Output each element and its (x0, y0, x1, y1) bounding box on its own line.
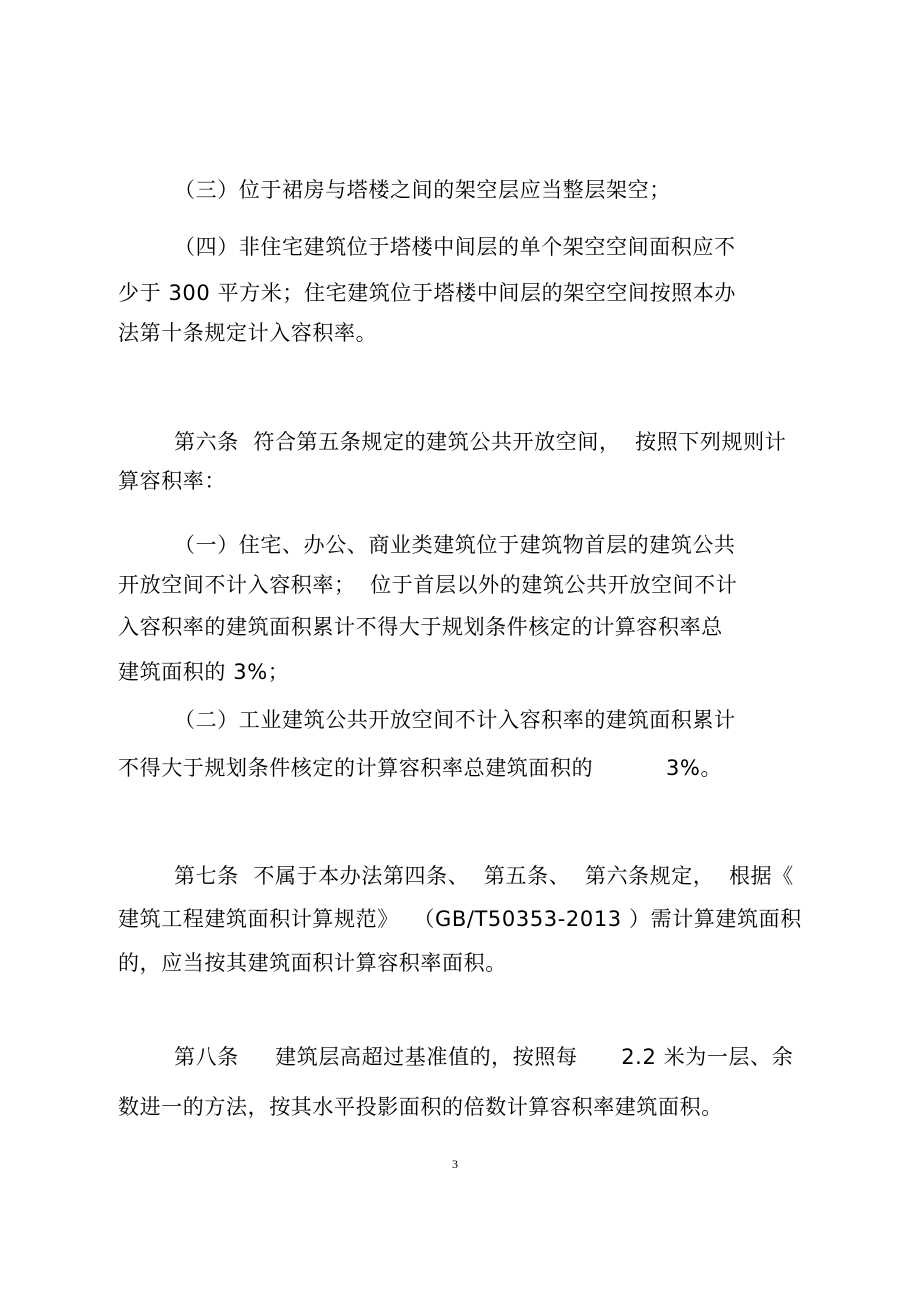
paragraph-line: （三）位于裙房与塔楼之间的架空层应当整层架空； (174, 178, 671, 202)
article-line: 数进一的方法，按其水平投影面积的倍数计算容积率建筑面积。 (118, 1095, 723, 1119)
page-number: 3 (452, 1157, 458, 1171)
paragraph-line: 开放空间不计入容积率； 位于首层以外的建筑公共开放空间不计 (118, 573, 738, 597)
article-line: 算容积率： (118, 469, 226, 493)
article-line: 第八条 建筑层高超过基准值的，按照每 2.2 米为一层、余 (174, 1045, 794, 1069)
paragraph-line: （四）非住宅建筑位于塔楼中间层的单个架空空间面积应不 (174, 235, 736, 259)
paragraph-line: 法第十条规定计入容积率。 (118, 321, 378, 345)
article-line: 第七条 不属于本办法第四条、 第五条、 第六条规定， 根据《 (174, 864, 794, 888)
paragraph-line: 入容积率的建筑面积累计不得大于规划条件核定的计算容积率总 (118, 615, 723, 639)
article-line: 的，应当按其建筑面积计算容积率面积。 (118, 951, 507, 975)
paragraph-line: 建筑面积的 3%； (118, 660, 290, 684)
paragraph-line: 少于 300 平方米；住宅建筑位于塔楼中间层的架空空间按照本办 (118, 281, 737, 305)
paragraph-line: 不得大于规划条件核定的计算容积率总建筑面积的 3%。 (118, 756, 723, 780)
article-line: 建筑工程建筑面积计算规范》 （GB/T50353-2013 ）需计算建筑面积 (118, 907, 802, 931)
paragraph-line: （二）工业建筑公共开放空间不计入容积率的建筑面积累计 (174, 708, 736, 732)
article-line: 第六条 符合第五条规定的建筑公共开放空间， 按照下列规则计 (174, 430, 787, 454)
paragraph-line: （一）住宅、办公、商业类建筑位于建筑物首层的建筑公共 (174, 533, 736, 557)
